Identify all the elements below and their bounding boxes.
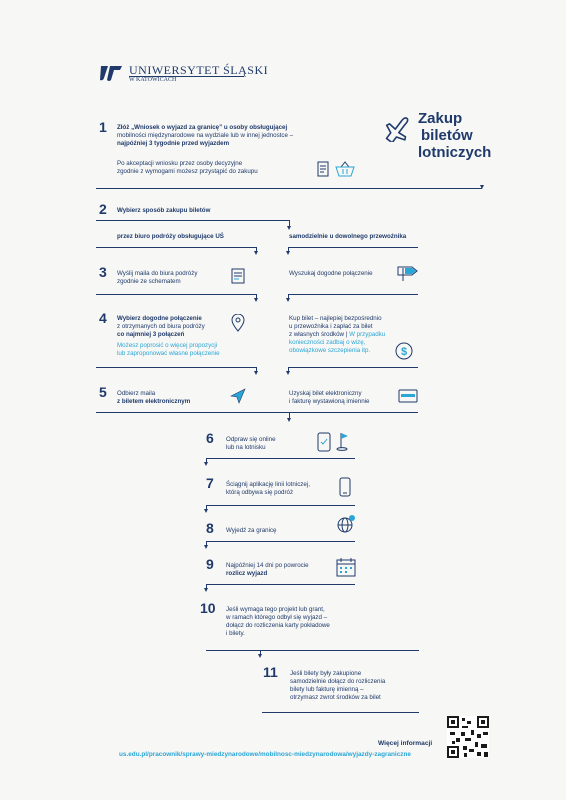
step-6-number: 6 bbox=[206, 430, 214, 446]
right-branch-line-4 bbox=[288, 412, 418, 413]
step-10-line-1: Jeśli wymaga tego projekt lub grant, bbox=[226, 606, 325, 613]
document-icon bbox=[317, 161, 329, 177]
step-3-left-line-1: Wyślij maila do biura podróży bbox=[117, 270, 198, 277]
logo-line1: UNIWERSYTET ŚLĄSKI bbox=[129, 63, 269, 77]
step-1-line-2: mobilności międzynarodowe na wydziale lub w innej jednostce – bbox=[117, 132, 294, 139]
step-10-line-2: w ramach którego odbył się wyjazd – bbox=[226, 614, 328, 621]
right-branch-arrow-2 bbox=[286, 298, 290, 302]
step-11-line-3: bilety lub fakturę imienną – bbox=[290, 686, 364, 693]
svg-text:$: $ bbox=[400, 346, 408, 358]
title-line-1: Zakup bbox=[418, 110, 463, 127]
step-1-arrow bbox=[480, 185, 484, 189]
step-1-line-3: najpóźniej 3 tygodnie przed wyjazdem bbox=[117, 140, 230, 147]
step-9-text bbox=[226, 562, 341, 578]
step-11-text bbox=[290, 670, 425, 702]
step-3-left-line-2: zgodnie ze schematem bbox=[117, 278, 181, 285]
step-4-left-line-4: Możesz poprosić o więcej propozycji bbox=[117, 342, 218, 349]
university-logo-mark-icon bbox=[98, 64, 124, 82]
step-4-left-line-3: co najmniej 3 połączeń bbox=[117, 331, 185, 338]
step-6-arrow bbox=[204, 462, 208, 466]
step-7-line-2: którą odbywa się podróż bbox=[226, 489, 294, 496]
left-branch-line-2 bbox=[96, 294, 256, 295]
send-arrow-icon bbox=[230, 388, 246, 404]
phone-checkin-icon bbox=[317, 432, 331, 452]
step-4-right-line-1: Kup bilet – najlepiej bezpośrednio bbox=[289, 315, 382, 322]
left-branch-arrow-3 bbox=[254, 371, 258, 375]
step-6-line-2: lub na lotnisku bbox=[226, 444, 266, 451]
step-2-divider bbox=[96, 220, 289, 221]
calendar-icon bbox=[336, 557, 356, 577]
step-9-line-2: rozlicz wyjazd bbox=[226, 570, 268, 577]
step-5-left-text bbox=[117, 390, 237, 406]
step-10-line-3: dołącz do rozliczenia karty pokładowe bbox=[226, 622, 330, 629]
step-8-divider bbox=[206, 541, 355, 542]
step-11-divider bbox=[262, 712, 419, 713]
left-branch-line-3 bbox=[96, 367, 256, 368]
left-branch-line-4 bbox=[96, 412, 289, 413]
dollar-coin-icon bbox=[395, 342, 413, 360]
step-8-arrow bbox=[204, 545, 208, 549]
step-1-number: 1 bbox=[99, 119, 107, 135]
step-7-text bbox=[226, 481, 341, 497]
step-5-left-line-2: z biletem elektronicznym bbox=[117, 398, 191, 405]
right-branch-arrow-1 bbox=[286, 251, 290, 255]
page-title bbox=[418, 110, 491, 161]
step-9-number: 9 bbox=[206, 556, 214, 572]
step-9-divider bbox=[206, 584, 355, 585]
step-5-right-line-1a: Uzyskaj bilet elektroniczny bbox=[289, 390, 362, 397]
step-2-number: 2 bbox=[99, 201, 107, 217]
step-10-divider bbox=[206, 650, 419, 651]
option-self-purchase: samodzielnie u dowolnego przewoźnika bbox=[289, 233, 407, 240]
step-7-divider bbox=[206, 505, 355, 506]
step-4-left-line-1: Wybierz dogodne połączenie bbox=[117, 315, 202, 322]
step-6-divider bbox=[206, 458, 355, 459]
step-1-text bbox=[117, 124, 347, 148]
step-7-line-1: Ściągnij aplikację linii lotniczej, bbox=[226, 481, 310, 488]
step-11-line-4: otrzymasz zwrot środków za bilet bbox=[290, 694, 381, 701]
step-3-number: 3 bbox=[99, 264, 107, 280]
step-8-text: Wyjedź za granicę bbox=[226, 527, 277, 534]
step-7-arrow bbox=[204, 509, 208, 513]
step-2-text: Wybierz sposób zakupu biletów bbox=[117, 207, 211, 214]
left-branch-arrow-1 bbox=[254, 251, 258, 255]
location-pin-icon bbox=[231, 314, 245, 332]
step-9-arrow bbox=[204, 588, 208, 592]
step-1-divider bbox=[96, 188, 482, 189]
step-4-number: 4 bbox=[99, 310, 107, 326]
form-document-icon bbox=[231, 268, 245, 284]
left-branch-line-1 bbox=[96, 247, 256, 248]
qr-code[interactable] bbox=[447, 716, 489, 758]
step-3-right-text: Wyszukaj dogodne połączenie bbox=[289, 270, 373, 277]
step-1-line-4: Po akceptacji wniosku przez osoby decyzyjne bbox=[117, 160, 243, 167]
university-logo bbox=[98, 62, 269, 84]
right-branch-line-1 bbox=[288, 247, 418, 248]
right-branch-line-3 bbox=[288, 367, 418, 368]
step-7-number: 7 bbox=[206, 475, 214, 491]
flag-icon bbox=[336, 431, 350, 451]
step-1-subtext bbox=[117, 160, 317, 176]
step-1-line-5: zgodnie z wymogami możesz przystąpić do zakupu bbox=[117, 168, 258, 175]
step-4-right-line-4: konieczności zadbaj o wizę, bbox=[289, 339, 366, 346]
step-11-number: 11 bbox=[263, 664, 278, 680]
step-3-left-text bbox=[117, 270, 237, 286]
ticket-card-icon bbox=[398, 389, 418, 403]
step-4-right-line-3b: W przypadku bbox=[349, 331, 386, 338]
step-1-line-1: Złóż „Wniosek o wyjazd za granicę” u osoby obsługującej bbox=[117, 124, 288, 131]
smartphone-icon bbox=[339, 477, 351, 497]
step-5-right-line-2: i fakturę wystawioną imiennie bbox=[289, 398, 370, 405]
more-info-label: Więcej informacji bbox=[378, 740, 433, 747]
step-5-left-line-1: Odbierz maila bbox=[117, 390, 156, 397]
step-10-number: 10 bbox=[200, 600, 216, 616]
step-4-right-line-3a: z własnych środków | bbox=[289, 331, 350, 338]
step-5-number: 5 bbox=[99, 384, 107, 400]
step-9-line-1: Najpóźniej 14 dni po powrocie bbox=[226, 562, 309, 569]
info-url-link[interactable]: us.edu.pl/pracownik/sprawy-miedzynarodowe/mobilnosc-miedzynarodowa/wyjazdy-zagraniczne bbox=[119, 751, 411, 758]
globe-icon bbox=[336, 514, 356, 534]
step-6-text bbox=[226, 436, 326, 452]
step-2-arrow bbox=[287, 226, 291, 230]
step-4-right-line-2: u przewoźnika i zapłać za bilet bbox=[289, 323, 373, 330]
logo-line2: W KATOWICACH bbox=[129, 77, 177, 83]
shopping-basket-icon bbox=[335, 161, 355, 177]
step-4-left-line-5: lub zaproponować własne połączenie bbox=[117, 350, 220, 357]
option-travel-agency: przez biuro podróży obsługujące UŚ bbox=[117, 233, 224, 240]
merge-arrow bbox=[287, 418, 291, 422]
title-line-3: lotniczych bbox=[418, 144, 492, 161]
step-4-right-line-3 bbox=[289, 331, 434, 339]
signpost-icon bbox=[397, 264, 419, 282]
step-10-line-4: i bilety. bbox=[226, 630, 245, 637]
step-4-left-line-2: z otrzymanych od biura podróży bbox=[117, 323, 205, 330]
airplane-icon bbox=[381, 112, 411, 142]
step-11-line-1: Jeśli bilety były zakupione bbox=[290, 670, 362, 677]
right-branch-arrow-3 bbox=[286, 371, 290, 375]
step-10-text bbox=[226, 606, 361, 638]
step-8-number: 8 bbox=[206, 520, 214, 536]
left-branch-arrow-2 bbox=[254, 298, 258, 302]
step-4-right-line-5: obowiązkowe szczepienia itp. bbox=[289, 347, 371, 354]
step-11-line-2: samodzielnie dołącz do rozliczenia bbox=[290, 678, 386, 685]
title-line-2: biletów bbox=[421, 127, 473, 144]
right-branch-line-2 bbox=[288, 294, 418, 295]
step-10-arrow bbox=[258, 654, 262, 658]
step-6-line-1: Odpraw się online bbox=[226, 436, 276, 443]
